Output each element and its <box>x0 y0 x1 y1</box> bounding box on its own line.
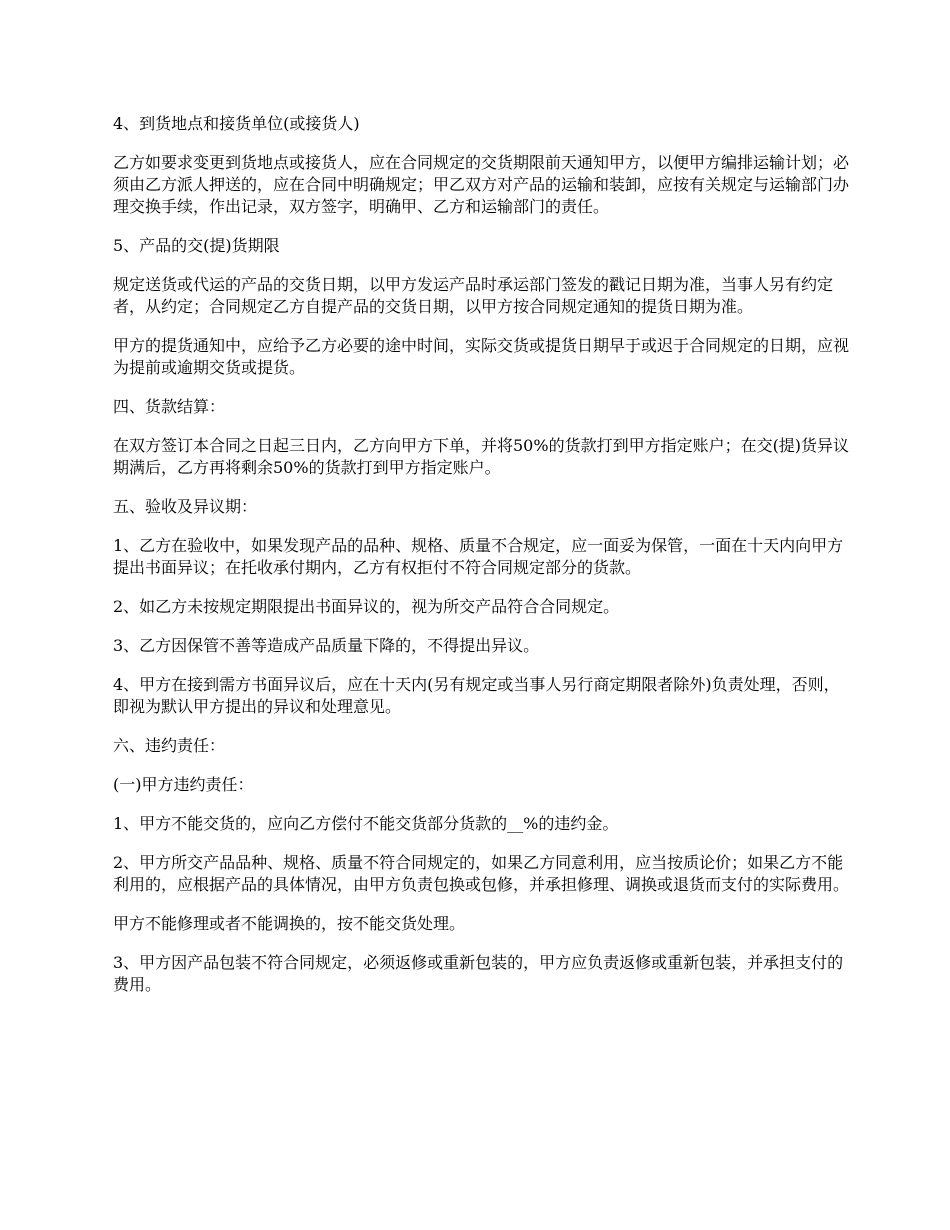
document-body <box>113 113 853 1013</box>
paragraph-payment-terms: 在双方签订本合同之日起三日内，乙方向甲方下单，并将50%的货款打到甲方指定账户；在交(提)货异议期满后，乙方再将剩余50%的货款打到甲方指定账户。 <box>113 436 850 477</box>
heading-payment-settlement: 四、货款结算： <box>113 397 226 416</box>
heading-delivery-period: 5、产品的交(提)货期限 <box>113 236 280 255</box>
paragraph-acceptance-4: 4、甲方在接到需方书面异议后，应在十天内(另有规定或当事人另行商定期限者除外)负责处理，否则，即视为默认甲方提出的异议和处理意见。 <box>113 675 840 716</box>
paragraph-acceptance-1: 1、乙方在验收中，如果发现产品的品种、规格、质量不合规定，应一面妥为保管，一面在十天内向甲方提出书面异议；在托收承付期内，乙方有权拒付不符合同规定部分的货款。 <box>113 536 844 577</box>
subheading-party-a-liability: (一)甲方违约责任： <box>113 775 254 794</box>
paragraph-acceptance-3: 3、乙方因保管不善等造成产品质量下降的，不得提出异议。 <box>113 636 540 655</box>
heading-acceptance-objection: 五、验收及异议期： <box>113 497 258 516</box>
paragraph-acceptance-2: 2、如乙方未按规定期限提出书面异议的，视为所交产品符合合同规定。 <box>113 597 620 616</box>
paragraph-delivery-location-change: 乙方如要求变更到货地点或接货人，应在合同规定的交货期限前天通知甲方，以便甲方编排运输计划；必须由乙方派人押送的，应在合同中明确规定；甲乙双方对产品的运输和装卸，应按有关规定与运输部门办理交换手续，作出记录，双方签字，明确甲、乙方和运输部门的责任。 <box>113 153 850 216</box>
heading-delivery-location: 4、到货地点和接货单位(或接货人) <box>113 114 360 133</box>
heading-breach-liability: 六、违约责任： <box>113 736 226 755</box>
paragraph-liability-2-note: 甲方不能修理或者不能调换的，按不能交货处理。 <box>113 914 466 933</box>
paragraph-delivery-date-rule: 规定送货或代运的产品的交货日期，以甲方发运产品时承运部门签发的戳记日期为准，当事人另有约定者，从约定；合同规定乙方自提产品的交货日期，以甲方按合同规定通知的提货日期为准。 <box>113 275 834 316</box>
paragraph-liability-2: 2、甲方所交产品品种、规格、质量不符合同规定的，如果乙方同意利用，应当按质论价；如果乙方不能利用的，应根据产品的具体情况，由甲方负责包换或包修，并承担修理、调换或退货而支付的实际费用。 <box>113 853 850 894</box>
paragraph-liability-3: 3、甲方因产品包装不符合同规定，必须返修或重新包装的，甲方应负责返修或重新包装，并承担支付的费用。 <box>113 953 844 994</box>
paragraph-liability-1: 1、甲方不能交货的，应向乙方偿付不能交货部分货款的__%的违约金。 <box>113 814 619 833</box>
paragraph-pickup-notice: 甲方的提货通知中，应给予乙方必要的途中时间，实际交货或提货日期早于或迟于合同规定的日期，应视为提前或逾期交货或提货。 <box>113 336 850 377</box>
